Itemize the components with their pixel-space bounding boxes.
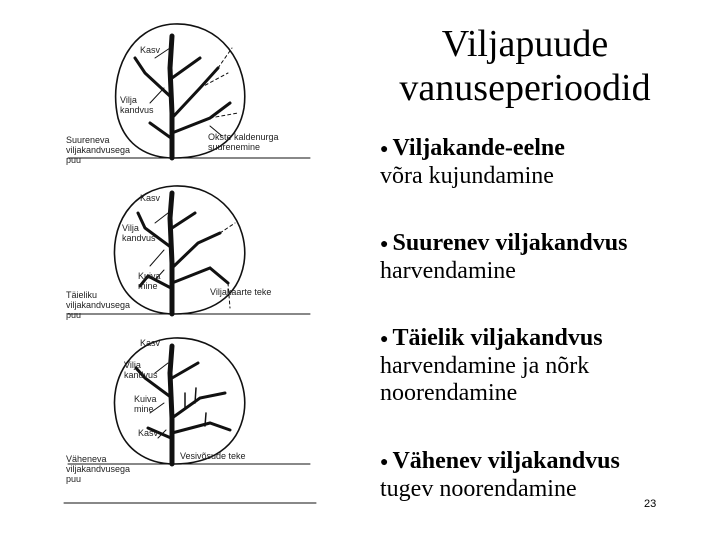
tree2-trunk <box>170 193 172 314</box>
tree2-label-viljakaarte: Viljakaarte teke <box>210 287 272 297</box>
bullet-heading: Viljakande-eelne <box>392 135 565 161</box>
bullet-heading: Suurenev viljakandvus <box>392 230 628 256</box>
tree1-label-oksete: Okste kaldenurga suurenemine <box>208 132 279 152</box>
tree2-label-kuivamine: Kuiva mine <box>138 271 161 291</box>
tree1-label-kasv: Kasv <box>140 45 161 55</box>
bullet-heading: Vähenev viljakandvus <box>392 448 620 474</box>
tree1-label-vilja-kandvus: Vilja kandvus <box>120 95 154 115</box>
slide-title: Viljapuude vanuseperioodid <box>399 23 651 109</box>
tree2-label-kasv: Kasv <box>140 193 161 203</box>
tree1-label-period: Suureneva viljakandvusega puu <box>66 135 131 165</box>
tree1-arrows <box>150 48 222 136</box>
tree3-label-kasv-top: Kasv <box>140 338 161 348</box>
tree2-label-vilja-kandvus: Vilja kandvus <box>122 223 156 243</box>
tree3-label-vesivosude: Vesivõsude teke <box>180 451 246 461</box>
page-number: 23 <box>644 498 657 510</box>
tree-stages-figure <box>60 18 320 513</box>
bullet-heading: Täielik viljakandvus <box>392 325 603 351</box>
bullet-body: võra kujundamine <box>380 162 554 189</box>
bullet-item-1 <box>380 135 700 190</box>
tree3-label-period: Väheneva viljakandvusega puu <box>66 454 131 484</box>
tree3-label-kasv-bottom: Kasv <box>138 428 159 438</box>
tree-stages-drawing <box>60 18 320 513</box>
bullet-item-2 <box>380 230 700 285</box>
bullet-dot-icon: ● <box>380 331 389 347</box>
bullet-body: harvendamine ja nõrk noorendamine <box>380 352 590 406</box>
tree3-label-kuivamine: Kuiva mine <box>134 394 157 414</box>
bullet-item-4 <box>380 448 700 503</box>
bullet-item-3 <box>380 325 700 407</box>
bullet-dot-icon: ● <box>380 454 389 470</box>
tree3-trunk <box>170 346 172 464</box>
bullet-dot-icon: ● <box>380 141 389 157</box>
bullet-dot-icon: ● <box>380 236 389 252</box>
bullet-body: harvendamine <box>380 257 516 284</box>
bullet-body: tugev noorendamine <box>380 475 577 502</box>
tree3-label-vilja-kandvus: Vilja kandvus <box>124 360 158 380</box>
tree2-label-period: Täieliku viljakandvusega puu <box>66 290 131 320</box>
